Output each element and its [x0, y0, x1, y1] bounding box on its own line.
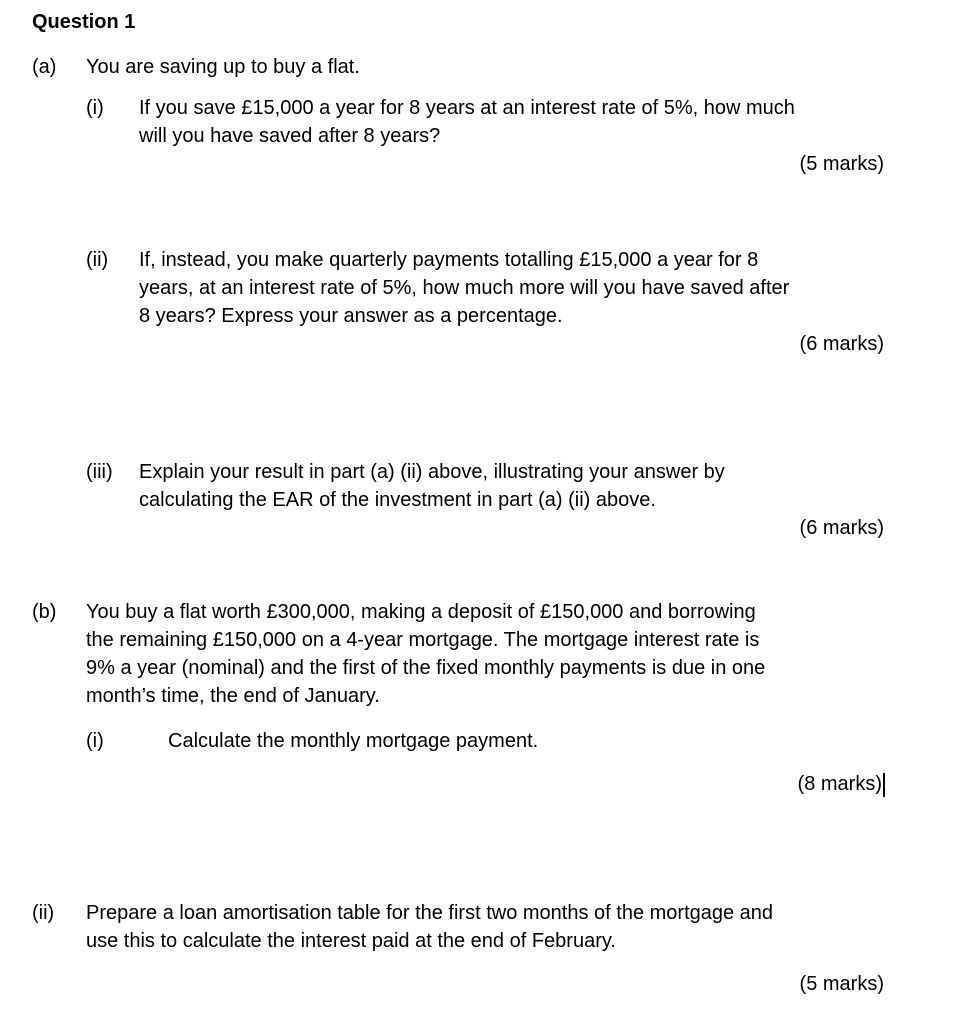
- part-a-iii-marks: (6 marks): [799, 517, 884, 539]
- part-b-i-text: Calculate the monthly mortgage payment.: [168, 730, 539, 752]
- part-b-line-1: You buy a flat worth £300,000, making a deposit of £150,000 and borrowing: [86, 601, 756, 623]
- part-b-i-marks: (8 marks): [797, 773, 882, 795]
- part-a-iii-label: (iii): [86, 461, 113, 483]
- part-b-ii-label: (ii): [32, 902, 55, 924]
- part-b-ii-line-2: use this to calculate the interest paid at the end of February.: [86, 930, 616, 952]
- part-a-ii-label: (ii): [86, 249, 109, 271]
- part-a-ii-line-1: If, instead, you make quarterly payments totalling £15,000 a year for 8: [139, 249, 759, 271]
- part-a-iii-line-1: Explain your result in part (a) (ii) above, illustrating your answer by: [139, 461, 725, 483]
- part-a-intro: You are saving up to buy a flat.: [86, 56, 360, 78]
- part-a-i-line-1: If you save £15,000 a year for 8 years at an interest rate of 5%, how much: [139, 97, 795, 119]
- part-a-i-label: (i): [86, 97, 104, 119]
- question-title: Question 1: [32, 11, 136, 33]
- part-a-label: (a): [32, 56, 57, 78]
- part-b-ii-marks: (5 marks): [799, 973, 884, 995]
- part-b-line-2: the remaining £150,000 on a 4-year mortgage. The mortgage interest rate is: [86, 629, 760, 651]
- part-a-i-line-2: will you have saved after 8 years?: [139, 125, 441, 147]
- part-b-ii-line-1: Prepare a loan amortisation table for the first two months of the mortgage and: [86, 902, 774, 924]
- part-b-i-label: (i): [86, 730, 104, 752]
- part-b-label: (b): [32, 601, 57, 623]
- text-cursor: [883, 773, 885, 797]
- part-a-ii-marks: (6 marks): [799, 333, 884, 355]
- part-b-line-3: 9% a year (nominal) and the first of the fixed monthly payments is due in one: [86, 657, 766, 679]
- part-a-i-marks: (5 marks): [799, 153, 884, 175]
- part-a-ii-line-3: 8 years? Express your answer as a percentage.: [139, 305, 563, 327]
- part-a-ii-line-2: years, at an interest rate of 5%, how much more will you have saved after: [139, 277, 790, 299]
- part-b-line-4: month’s time, the end of January.: [86, 685, 380, 707]
- part-a-iii-line-2: calculating the EAR of the investment in part (a) (ii) above.: [139, 489, 656, 511]
